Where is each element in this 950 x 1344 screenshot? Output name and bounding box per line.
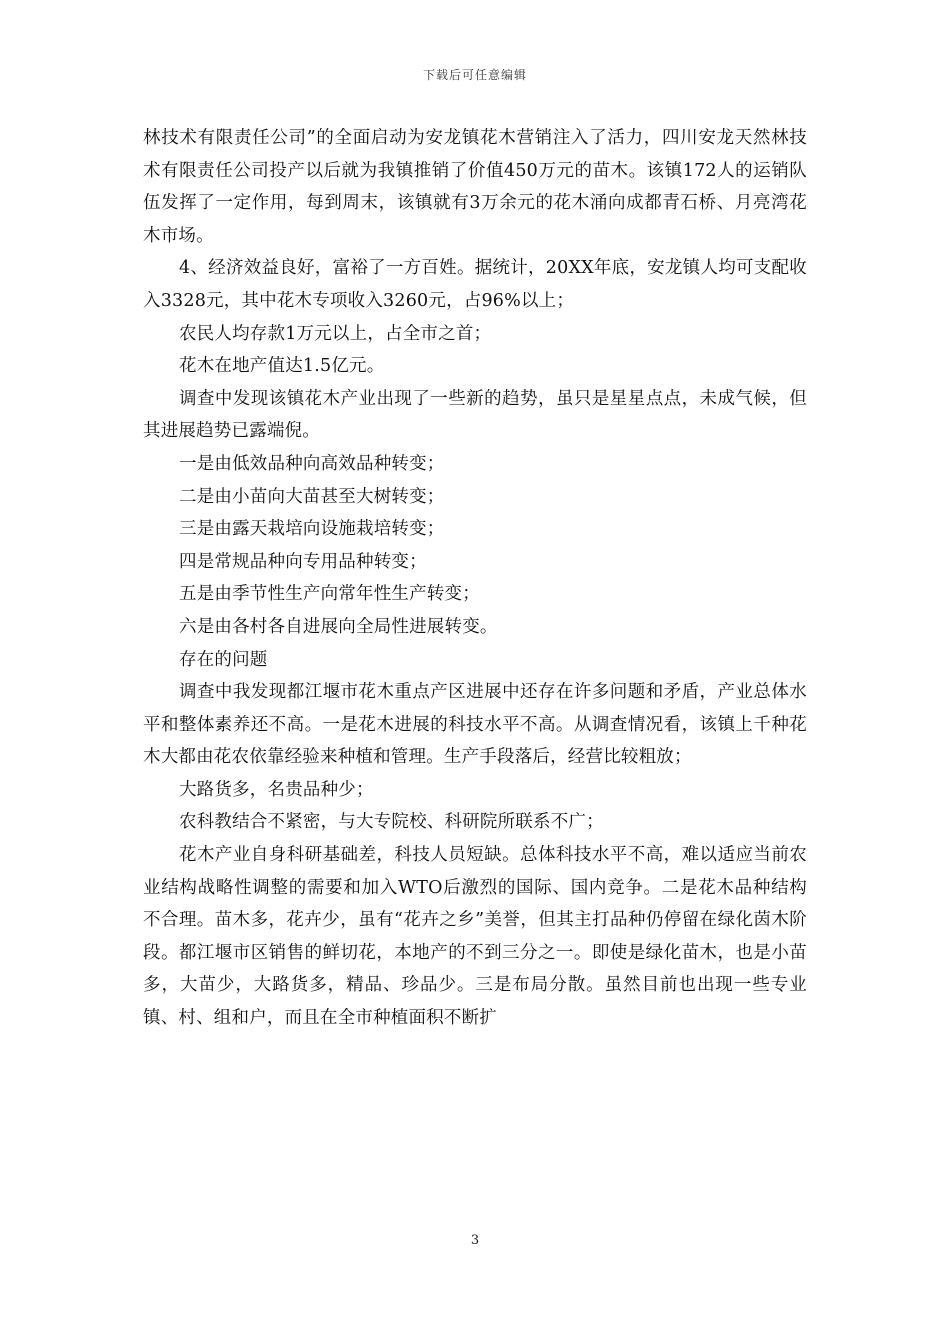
paragraph-15: 农科教结合不紧密，与大专院校、科研院所联系不广； [179, 812, 604, 833]
paragraph-16: 花木产业自身科研基础差，科技人员短缺。总体科技水平不高，难以适应当前农业结构战略性调整的需要和加入WTO后激烈的国际、国内竞争。二是花木品种结构不合理。苗木多，花卉少，虽有“花卉之乡”美誉，但其主打品种仍停留在绿化茵木阶段。都江堰市区销售的鲜切花，本地产的不到三分之一。即使是绿化苗木，也是小苗多，大苗少，大路货多，精品、珍品少。三是布局分散。虽然目前也出现一些专业镇、村、组和户，而且在全市种植面积不断扩 [143, 845, 807, 1029]
paragraph-9: 四是常规品种向专用品种转变； [179, 551, 427, 572]
paragraph-11: 六是由各村各自进展向全局性进展转变。 [179, 616, 498, 637]
paragraph-4: 花木在地产值达1.5亿元。 [179, 356, 385, 377]
paragraph-13: 调查中我发现都江堰市花木重点产区进展中还存在许多问题和矛盾，产业总体水平和整体素养还不高。一是花木进展的科技水平不高。从调查情况看，该镇上千种花木大都由花农依靠经验来种植和管理。生产手段落后，经营比较粗放； [143, 682, 807, 768]
paragraph-5: 调查中发现该镇花木产业出现了一些新的趋势，虽只是星星点点，未成气候，但其进展趋势已露端倪。 [143, 388, 807, 442]
document-body [143, 122, 807, 1035]
paragraph-14: 大路货多，名贵品种少； [179, 779, 374, 800]
paragraph-1: 林技术有限责任公司”的全面启动为安龙镇花木营销注入了活力，四川安龙天然林技术有限责任公司投产以后就为我镇推销了价值450万元的苗木。该镇172人的运销队伍发挥了一定作用，每到周末，该镇就有3万余元的花木涌向成都青石桥、月亮湾花木市场。 [143, 128, 807, 246]
paragraph-7: 二是由小苗向大苗甚至大树转变； [179, 486, 445, 507]
paragraph-6: 一是由低效品种向高效品种转变； [179, 453, 445, 474]
section-heading-problems: 存在的问题 [179, 649, 268, 670]
page-header: 下载后可任意编辑 [422, 68, 527, 82]
paragraph-10: 五是由季节性生产向常年性生产转变； [179, 584, 480, 605]
paragraph-3: 农民人均存款1万元以上，占全市之首； [179, 323, 492, 344]
paragraph-2: 4、经济效益良好，富裕了一方百姓。据统计，20XX年底，安龙镇人均可支配收入3328元，其中花木专项收入3260元，占96%以上； [143, 258, 807, 311]
paragraph-8: 三是由露天栽培向设施栽培转变； [179, 519, 445, 540]
page-number: 3 [470, 1233, 480, 1248]
